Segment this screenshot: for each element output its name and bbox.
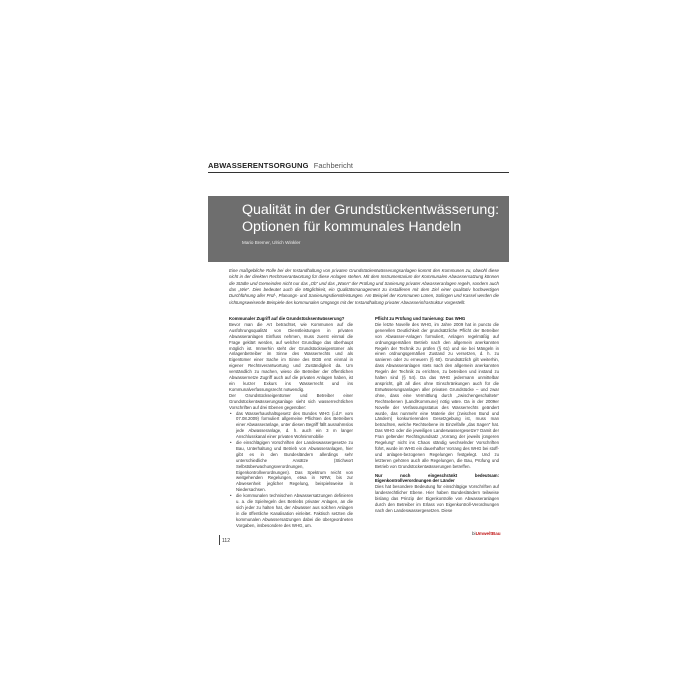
title-banner [208, 196, 509, 262]
paragraph: Die letzte Novelle des WHG, im Jahre 2009 hat in puncto die generellen Deutlichkeit der grundsätzliche Pflicht der Betreiber von Abwasser-Anlagen formuliert, Anlagen regelmäßig auf ordnungsgemäßen Betrieb nach den allgemein anerkannten Regeln der Technik zu prüfen (§ 61) und sie bei Mängeln in einen ordnungsgemäßen Zustand zu versetzen, d. h. zu sanieren oder zu erneuern (§ 60). Grundsätzlich gilt weiterhin, dass Abwasseranlagen stets nach den allgemein anerkannten Regeln der Technik zu errichten, zu betreiben und instand zu halten sind (§ 54). Da das WHG jedermann unmittelbar anspricht, gilt all dies ohne Einschränkungen auch für die Entwässerungsanlagen aller privaten Grundstücke – und zwar ohne, dass eine Vermittlung durch „zwischengeschaltete“ Rechtsebenen (Land/Kommune) nötig wäre. Da in der 2009er Novelle der Verfassungsstatus des Wasserrechts geändert wurde, das nunmehr eine Materie der (zwischen Bund und Ländern) konkurrierenden Gesetzgebung ist, muss man betrachten, welche Rechtsebene im Einzelfalle „das Sagen“ hat. Das WHG oder die jeweiligen Landeswassergesetze? Damit der Fran geltender Rechtsgrundsatz „Vorrang der jeweils jüngeren Regelung“ nicht ins Chaos ständig wechselnder Vorschriften führt, wurde im WHG ein dauerhafter Vorrang des WHG bei stoff- und anlagen-bezogenen Regelungen festgelegt. Und zu letzteren gehören auch alle Regelungen, die Bau, Prüfung und Betrieb von Grundstückentwässerungen betreffen. [375, 321, 499, 469]
section-subtitle: Fachbericht [313, 161, 353, 170]
list-item: • die kommunalen technischen Abwassersatzungen definieren u. a. die Spielregeln des Betriebs privater Anlagen, an die sich jeder zu halten hat, der Abwasser aus solchen Anlagen in die öffentliche Kanalisation einleitet. Faktisch setzten die kommunalen Abwassersatzungen dabei die übergeordneten Vorgaben, insbesondere des WHG, um. [236, 493, 353, 528]
text-column-left [229, 316, 353, 529]
paragraph: Bevor man die Art betrachtet, wie Kommunen auf die Ausführungsqualität von Dienstleistungen in privaten Abwasseranlagen Einfluss nehmen, muss zuerst einmal die Frage geklärt werden, auf welcher Grundlage das überhaupt möglich ist. Immerhin steht der Grundstückseigentümer als Anlagenbetreiber im Sinne des Wasserrechts und als Eigentümer einer Sache im Sinne des BGB erst einmal in eigener Rechtsverantwortung und Zuständigkeit da. Um verständlich zu machen, wieso die Betreiber der öffentlichen Abwassernetze Zugriff auch auf die privaten Anlagen haben, ist ein kurzer Exkurs ins Wasserrecht und ins Kommunalverfassungsrecht notwendig. [229, 321, 353, 392]
section-header [208, 160, 508, 172]
page-number-divider [219, 535, 220, 545]
logo-accent: UmweltBau [475, 531, 501, 536]
section-divider [208, 172, 509, 173]
column-heading-2: Nur noch eingeschränkt bedeutsam: Eigenkontrollverordnungen der Länder [375, 472, 499, 484]
article-lead: Eine maßgebliche Rolle bei der Instandhaltung von privaten Grundstückentwässerungsanlagen kommt den Kommunen zu, obwohl diese nicht in der direkten Rechtsverantwortung für diese Anlagen stehen. Mit dem Instrumentarium der Kommunalen Abwassersatzung können die Städte und Gemeinden nicht nur das „Ob“ und das „Wann“ der Prüfung und Sanierung privater Abwasseranlagen regeln, sondern auch das „Wie“. Dies bedeutet auch die Möglichkeit, ein Qualitätsmanagement zu installieren mit dem Ziel einer qualitativ hochwertigen Durchführung aller Prüf-, Planungs- und Sanierungsdienstleistungen. Am Beispiel der Kommunen Lünen, Solingen und Kassel werden die richtungsweisende Beispiele des kommunalen Umgangs mit der Instandhaltung privater Abwasserinfrastruktur vorgestellt. [229, 268, 499, 305]
bullet-list [229, 411, 353, 529]
article-authors: Mario Bremer, Ulrich Winkler [242, 240, 301, 245]
publication-logo [472, 531, 501, 536]
list-item: • die einschlägigen Vorschriften der Landeswassergesetze zu Bau, Unterhaltung und Betrieb von Abwasseranlagen, hier gibt es in den Bundesländern allerdings sehr unterschiedliche Ansätze (Stichwort Selbstüberwachungsverordnungen, Eigenkontrollverordnungen). Das Spektrum reicht von weitgehenden Regelungen, etwa in NRW, bis zur Abwesenheit jeglicher Regelung, beispielsweise in Niedersachsen. [236, 440, 353, 493]
paragraph: Der Grundstückseigentümer und Betreiber einer Grundstückentwässerungsanlage sieht sich wasserrechtlichen Vorschriften auf drei Ebenen gegenüber: [229, 392, 353, 410]
paragraph: Dies hat besondere Bedeutung für einschlägige Vorschriften auf landesrechtlicher Ebene. Hier haben Bundesländern teilweise bislang das Prinzip der Eigenkontrolle von Abwasseranlagen durch den Betreiber im Erlass von Eigenkontroll-Verordnungen nach den Landeswassergesetzen. Diese [375, 484, 499, 513]
column-heading: Pflicht zu Prüfung und Sanierung: Das WHG [375, 316, 466, 321]
text-column-right [375, 316, 499, 514]
section-title: ABWASSERENTSORGUNG [208, 161, 309, 170]
page-number: 112 [222, 538, 230, 544]
list-item: • das Wasserhaushaltsgesetz des Bundes WHG (i.d.F. vom 07.08.2009) formuliert allgemeine Pflichten des Betreibers einer Abwasseranlage, unter diesen Begriff fällt ausnahmslos jede Abwasseranlage, d. h. auch ein 3 m langer Anschlusskanal einer privaten Wohnimmobilie [236, 411, 353, 441]
column-heading: Kommunaler Zugriff auf die Grundstücksentwässerung? [229, 316, 345, 321]
logo-text: bi [472, 531, 476, 536]
article-title: Qualität in der Grundstückentwässerung: Optionen für kommunales Handeln [242, 202, 500, 235]
